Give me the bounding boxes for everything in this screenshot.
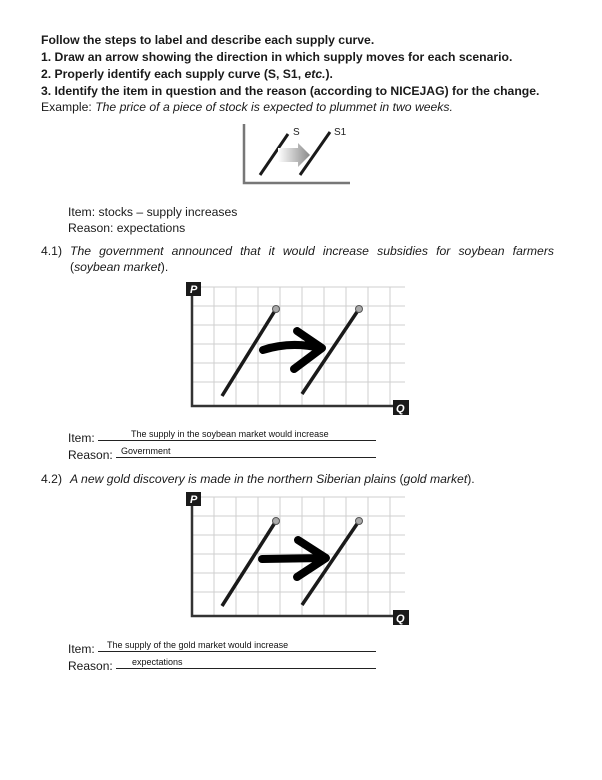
q2-supply-graph	[185, 491, 411, 627]
q2-item-line	[98, 651, 376, 652]
q1-curve-s-endpoint	[273, 306, 280, 313]
q2-reason-line	[116, 668, 376, 669]
example-label-s: S	[293, 127, 300, 138]
q2-number: 4.2)	[41, 472, 63, 486]
q1-axis-q: Q	[396, 403, 405, 415]
q1-number: 4.1)	[41, 244, 63, 258]
example-reason: Reason: expectations	[68, 221, 186, 235]
q1-axis-p: P	[190, 284, 198, 296]
q1-supply-graph	[185, 281, 411, 417]
q2-item-answer[interactable]: The supply of the gold market would increase	[107, 640, 289, 650]
q2-reason-label: Reason:	[68, 659, 113, 673]
q2-curve-s1-endpoint	[356, 518, 363, 525]
q1-reason-answer[interactable]: Government	[121, 446, 171, 456]
q2-item-label: Item:	[68, 642, 95, 656]
q1-reason-line	[116, 457, 376, 458]
q2-reason-answer[interactable]: expectations	[132, 657, 183, 667]
example-supply-graph	[238, 120, 354, 188]
example-label-s1: S1	[334, 127, 347, 138]
instruction-step-2: 2. Properly identify each supply curve (S, S1, etc.).	[41, 67, 333, 81]
instruction-step-1: 1. Draw an arrow showing the direction in which supply moves for each scenario.	[41, 50, 513, 64]
instruction-step-3: 3. Identify the item in question and the reason (according to NICEJAG) for the change.	[41, 84, 540, 98]
q1-question-line2: (soybean market).	[70, 260, 169, 274]
q2-curve-s	[222, 521, 276, 606]
q2-axis-p: P	[190, 494, 198, 506]
q1-question-line1: The government announced that it would increase subsidies for soybean farmers	[70, 244, 554, 258]
example-shift-arrow	[278, 143, 310, 167]
q1-reason-label: Reason:	[68, 448, 113, 462]
q1-item-line	[98, 440, 376, 441]
q2-question: A new gold discovery is made in the northern Siberian plains (gold market).	[70, 472, 475, 486]
q2-curve-s-endpoint	[273, 518, 280, 525]
example-line: Example: The price of a piece of stock is expected to plummet in two weeks.	[41, 100, 453, 114]
q1-curve-s1-endpoint	[356, 306, 363, 313]
q1-item-label: Item:	[68, 431, 95, 445]
instructions-title: Follow the steps to label and describe each supply curve.	[41, 33, 375, 47]
q1-curve-s1	[302, 309, 359, 394]
q2-drawn-shift-arrow	[262, 540, 326, 577]
q1-item-answer[interactable]: The supply in the soybean market would increase	[131, 429, 329, 439]
q2-axis-q: Q	[396, 613, 405, 625]
example-item: Item: stocks – supply increases	[68, 205, 238, 219]
